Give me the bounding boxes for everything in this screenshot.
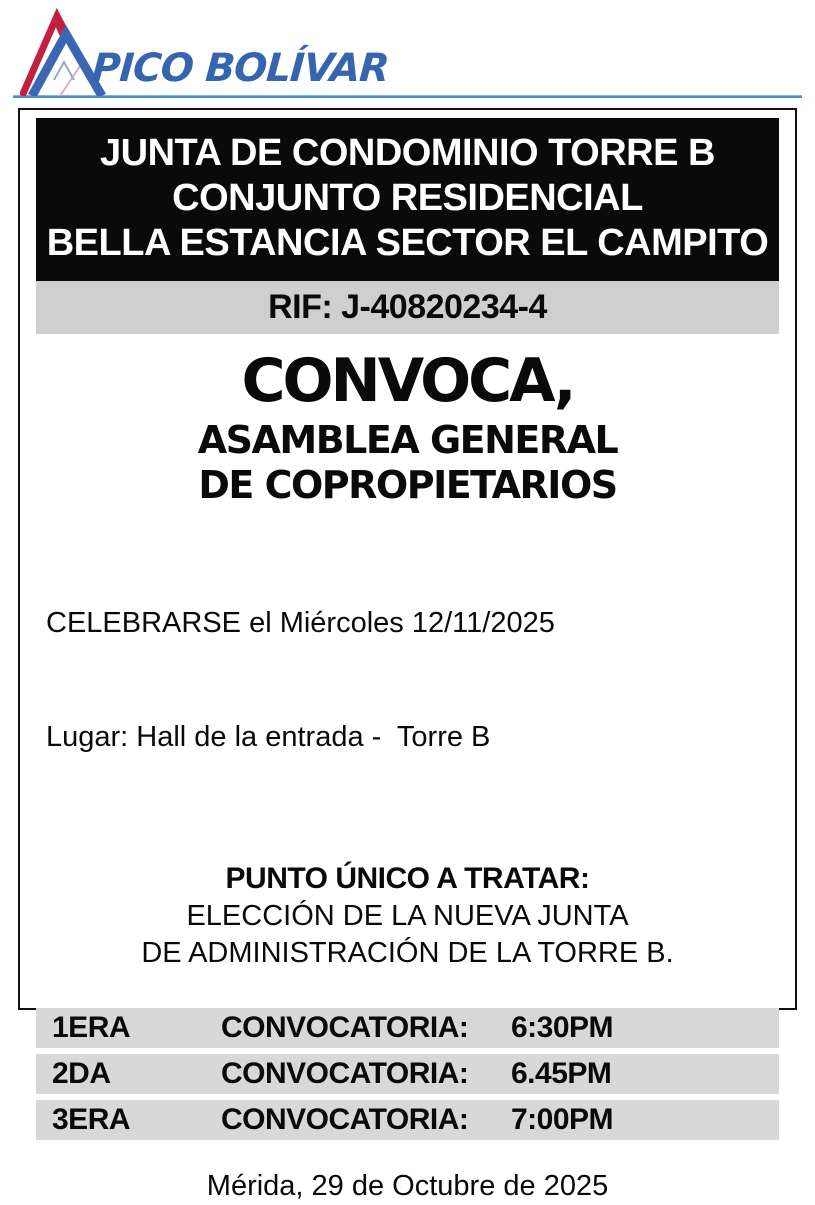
schedule-row-third-call <box>36 1100 779 1140</box>
logo-header <box>0 0 815 95</box>
banner-line-2: CONJUNTO RESIDENCIAL <box>172 177 643 219</box>
banner-line-1: JUNTA DE CONDOMINIO TORRE B <box>100 132 715 174</box>
call-time: 6:30PM <box>511 1011 614 1044</box>
event-place-line: Lugar: Hall de la entrada - Torre B <box>46 721 491 753</box>
agenda-section <box>36 860 779 972</box>
agenda-heading: PUNTO ÚNICO A TRATAR: <box>225 862 590 895</box>
assembly-subtitle-line-2: DE COPROPIETARIOS <box>198 463 617 507</box>
schedule-row-second-call <box>36 1054 779 1094</box>
brand-name: PICO BOLÍVAR <box>90 46 391 91</box>
call-label: CONVOCATORIA: <box>221 1011 469 1044</box>
assembly-subtitle <box>36 418 779 508</box>
event-date-line: CELEBRARSE el Miércoles 12/11/2025 <box>46 607 555 639</box>
city-dateline: Mérida, 29 de Octubre de 2025 <box>206 1170 609 1202</box>
agenda-line-2: DE ADMINISTRACIÓN DE LA TORRE B. <box>141 937 674 969</box>
rif-bar: RIF: J-40820234-4 <box>36 281 779 334</box>
header-divider-rule <box>13 95 802 98</box>
event-details <box>36 528 779 832</box>
schedule-row-first-call <box>36 1008 779 1048</box>
call-ordinal: 1ERA <box>52 1011 131 1044</box>
title-banner <box>36 118 779 281</box>
agenda-line-1: ELECCIÓN DE LA NUEVA JUNTA <box>186 900 629 932</box>
call-time: 7:00PM <box>511 1103 614 1136</box>
banner-line-3: BELLA ESTANCIA SECTOR EL CAMPITO <box>46 222 769 264</box>
call-schedule <box>36 1008 779 1140</box>
assembly-subtitle-line-1: ASAMBLEA GENERAL <box>197 418 618 462</box>
call-ordinal: 2DA <box>52 1057 111 1090</box>
call-label: CONVOCATORIA: <box>221 1103 469 1136</box>
call-label: CONVOCATORIA: <box>221 1057 469 1090</box>
call-ordinal: 3ERA <box>52 1103 131 1136</box>
notice-box <box>18 108 797 1202</box>
call-time: 6.45PM <box>511 1057 612 1090</box>
convoca-title: CONVOCA, <box>241 346 574 416</box>
